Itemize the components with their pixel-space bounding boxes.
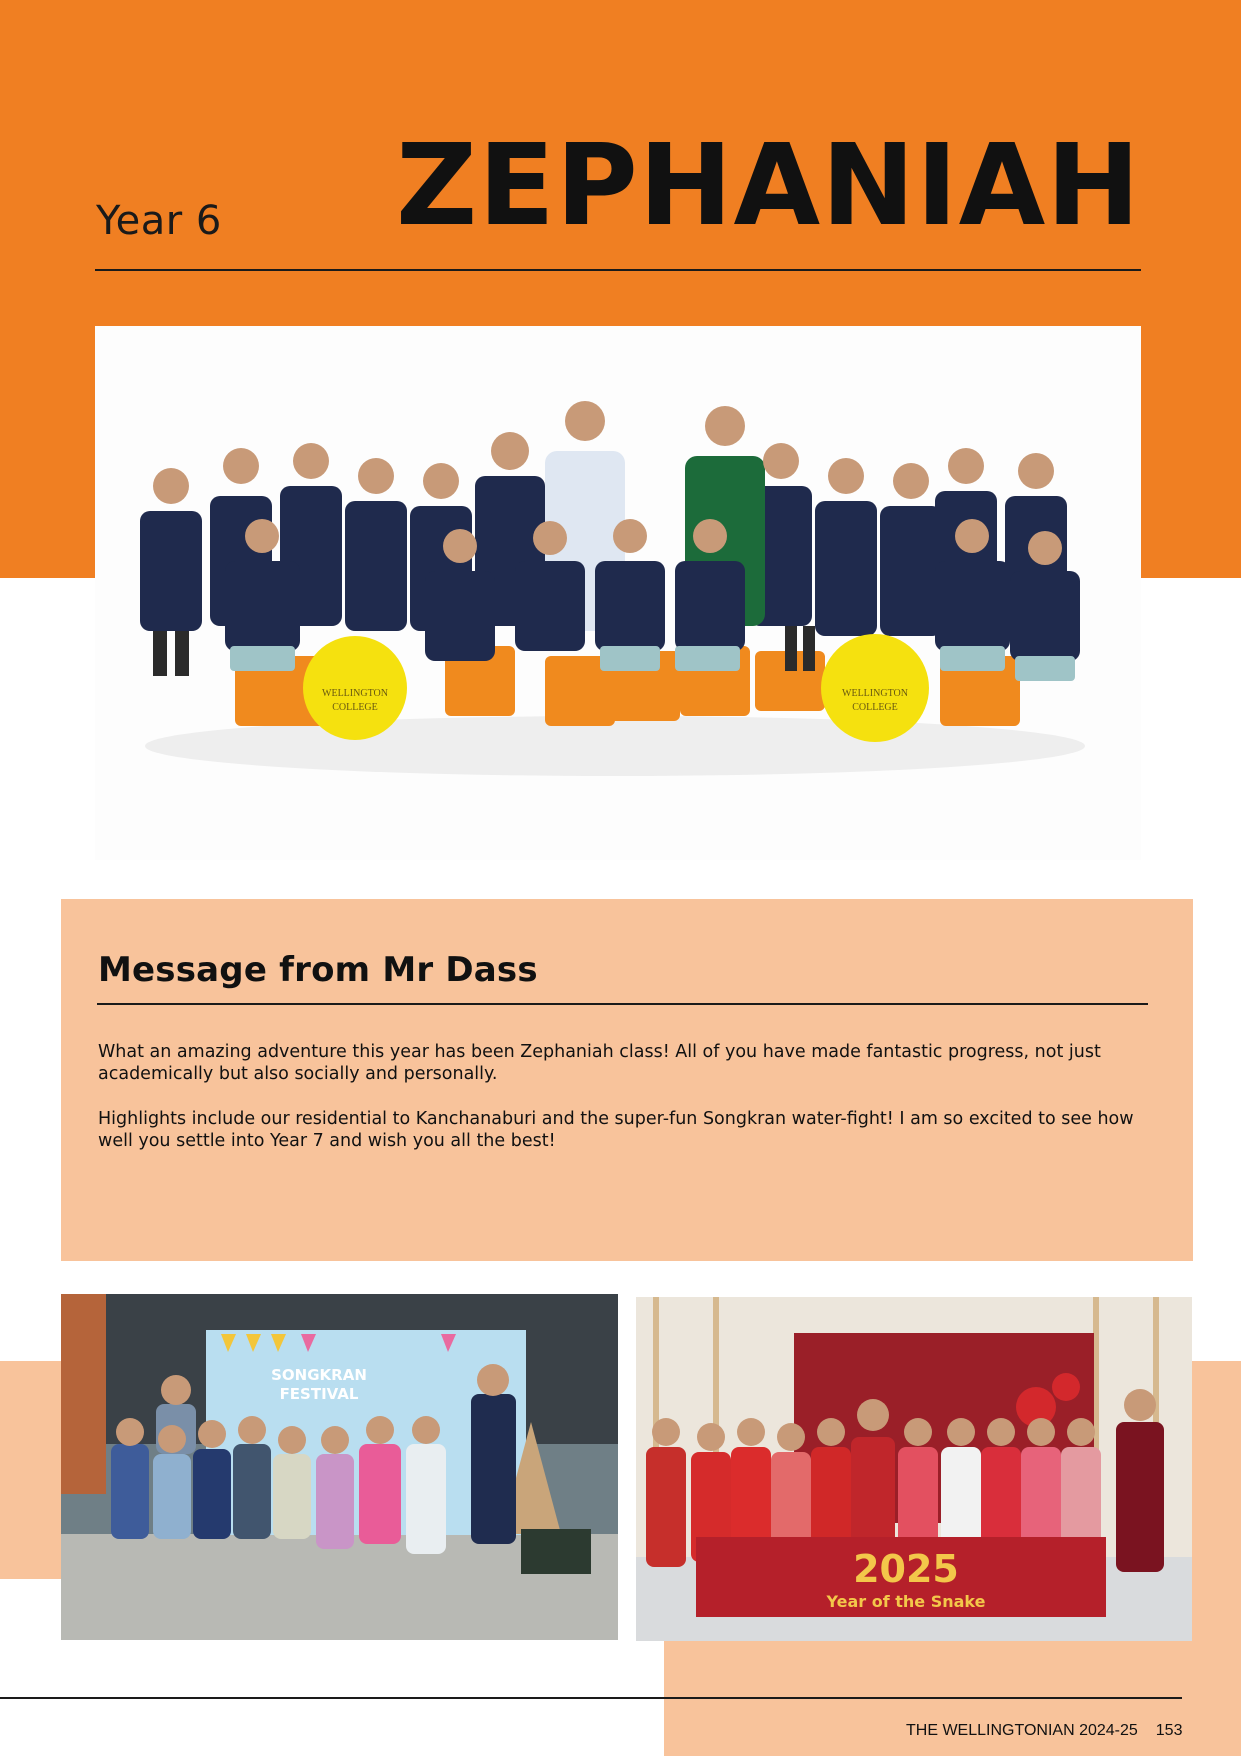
songkran-backdrop-line-1: SONGKRAN (271, 1366, 367, 1384)
message-paragraph-2: Highlights include our residential to Kanchanaburi and the super-fun Songkran water-fight! I am so excited to see how well you settle into Year 7 and wish you all the best! (98, 1109, 1134, 1151)
cny-banner-caption: Year of the Snake (826, 1592, 986, 1611)
drum-text-1: WELLINGTON (322, 688, 388, 699)
footer (906, 1722, 1182, 1740)
cny-banner-year: 2025 (853, 1547, 959, 1591)
publication-title: THE WELLINGTONIAN 2024-25 (906, 1722, 1138, 1739)
header-divider (95, 269, 1141, 271)
drum-text-2: COLLEGE (332, 702, 378, 713)
message-paragraph-1: What an amazing adventure this year has been Zephaniah class! All of you have made fantastic progress, not just academically but also socially and personally. (98, 1042, 1101, 1084)
class-group-photo (95, 326, 1141, 860)
drum-text-4: COLLEGE (852, 702, 898, 713)
songkran-festival-photo (61, 1294, 618, 1640)
songkran-backdrop-line-2: FESTIVAL (279, 1385, 359, 1403)
class-title: ZEPHANIAH (396, 121, 1142, 251)
message-divider (97, 1003, 1148, 1005)
footer-divider (0, 1697, 1182, 1699)
peach-accent-left (0, 1361, 61, 1579)
chinese-new-year-photo (636, 1297, 1192, 1641)
drum-text-3: WELLINGTON (842, 688, 908, 699)
message-heading: Message from Mr Dass (98, 950, 538, 990)
page-number: 153 (1155, 1722, 1183, 1739)
year-label: Year 6 (96, 198, 222, 244)
